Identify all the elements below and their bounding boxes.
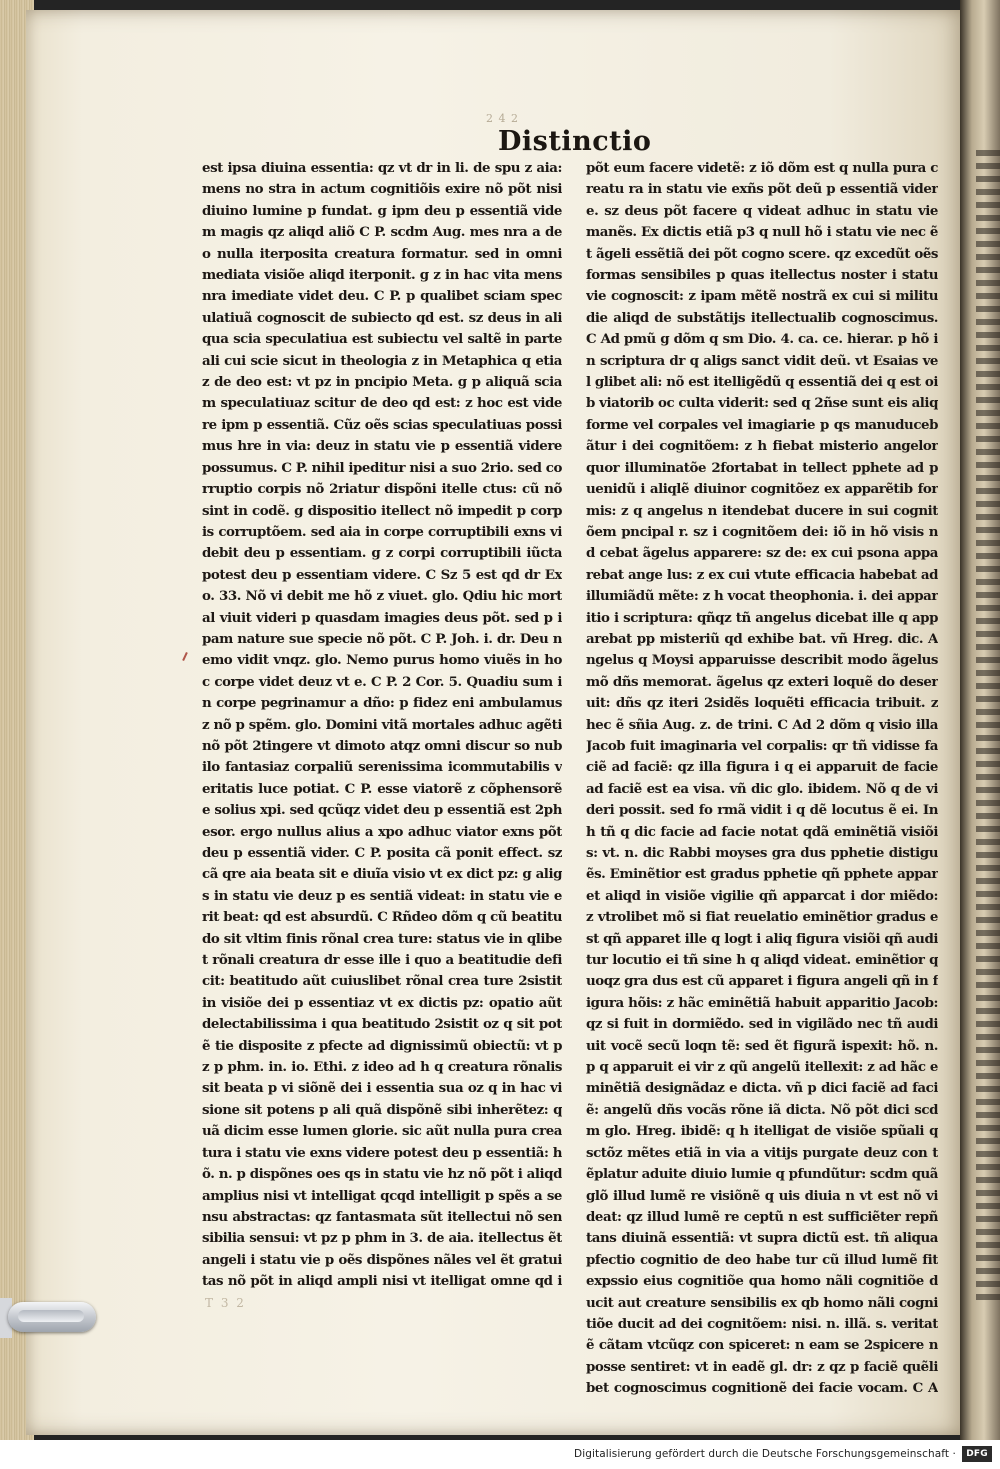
text-column-right: põt eum facere videtẽ: z iõ dõm est q nulla pura creatu ra in statu vie exñs põt deũ p essentiã videre. sz deus põt facere q videat adhuc in statu vie manẽs. Ex dictis etiã p3 q null hõ i statu vie nec ẽt ãgeli essẽtiã dei põt cogno scere. qz excedũt oẽs formas sensibiles p quas itellectus noster i statu vie cognoscit: z ipam mẽtẽ nostrã ex cui si militudie aliqd de substãtijs itellectualib cognoscimus. C Ad pmũ g dõm q sm Dio. 4. ca. ce. hierar. p hõ in scriptura dr q aligs sanct vidit deũ. vt Esaias vel glibet ali: nõ est itelligẽdũ q essentiã dei q est oib viatorib oc culta viderit: sed q 2ñse sunt eis aliq forme vel corpales vel imagiarie p qs manuducebãtur i dei cognitõem: z h fiebat misterio angelor quor illuminatõe 2fortabat in tellect pphete ad puenidũ i aliqlẽ diuinor cognitõez ex apparẽtib formis: z q angelus n itendebat ducere in sui cognitõem pncipal r. sz i cognitõem dei: iõ in hõ visis n d cebat ãgelus apparere: sz de: ex cui psona apparebat ange lus: z ex cui vtute efficacia habebat ad illumiãdũ mẽte: z h vocat theophonia. i. dei apparitio i scriptura: qñqz tñ angelus dicebat ille q apparebat pp misteriũ qd exhibe bat. vñ Hreg. dic. Angelus q Moysi apparuisse describit modo ãgelus mõ dñs memorat. ãgelus qz exteri loquẽ do deseruit: dñs qz iteri 2sidẽs loquẽti efficacia tribuit. z hec ẽ sñia Aug. z. de trini. C Ad 2 dõm q visio illa Jacob fuit imaginaria vel corpalis: qr tñ vidisse faciẽ ad faciẽ: qz illa figura i q ei apparuit de facie ad faciẽ est ea visa. vñ dic glo. ibidem. Nõ q de videri possit. sed fo rmã vidit i q dẽ locutus ẽ ei. In h tñ q dic facie ad facie notat qdã eminẽtiã visiõis: vt. n. dic Rabbi moyses gra dus pphetie distiguẽs. Eminẽtior est gradus pphetie qñ pphete apparet aliqd in visiõe vigilie qñ apparcat i dor miẽdo: z vtrolibet mõ si fiat reuelatio eminẽtior gradus est qñ apparet ille q logt i aliq figura visiõi qñ auditur locutio ei tñ sine h q aliqd videat. eminẽtior quoqz gra dus est cũ apparet i figura angeli qñ in figura hõis: z hãc eminẽtiã habuit apparitio Jacob: qz si fuit in dormiẽdo. sed in vigilãdo nec tñ audiuit vocẽ secũ loqn tẽ: sed ẽt figurã ispexit: hõ. n. p q apparuit ei vir z qũ angelũ itellexit: z ad hãc eminẽtiã designãdaz e dicta. vñ p dici faciẽ ad faciẽ: angelũ dñs vocãs rõne iã dicta. Nõ põt dici scdm glo. Hreg. ibidẽ: q h itelligat de visiõe spũali q sctõz mẽtes etiã in via a vitijs purgate deuz con tẽplatur aduite diuio lumie q pfundũtur: scdm quã glõ illud lumẽ re visiõnẽ q uis diuia n vt est nõ videat: qz illud lumẽ re ceptũ n est sufficiẽter repñtans diuinã essentiã: vt supra dictũ est. tñ aliqua pfectio cognitio de deo habe tur cũ illud lumẽ fit expssio eius cognitiõe qua homo nãli cognitiõe ducit aut creature sensibilis ex qb homo nãli cognitiõe ducit ad dei cognitõem: nisi. n. illã. s. veritatẽ cãtam vtcũqz con spiceret: n eam se 2spicere n posse sentiret: vt in eadẽ gl. dr: z qz p faciẽ quẽlibet cognoscimus cognitionẽ dei facie vocam. C A: [586, 160, 938, 1397]
clip-highlight: [18, 1310, 84, 1322]
page-clip: [0, 1298, 100, 1338]
footer-bar: [0, 1440, 1000, 1469]
page-mark: 2 4 2: [486, 112, 519, 125]
footer-credit-text: Digitalisierung gefördert durch die Deutsche Forschungsgemeinschaft ·: [574, 1448, 956, 1460]
dfg-logo-icon: DFG: [962, 1446, 992, 1462]
folio-mark: T 3 2: [205, 1296, 246, 1310]
facing-page-text-fragment: [976, 150, 1000, 1300]
page-heading: Distinctio: [498, 126, 652, 157]
text-column-left: est ipsa diuina essentia: qz vt dr in li. de spu z aia: mens no stra in actum cognitiõis exire nõ põt nisi diuino lumine p fundat. g ipm deu p essentiã videm magis qz aliqd aliõ C P. scdm Aug. mes nra a deo nulla iterposita creatura formatur. sed in omni mediata visiõe aliqd iterponit. g z in hac vita mens nra imediate videt deu. C P. p qualibet sciam speculatiuã cognoscit de subiecto qd est. sz deus in aliqua scia speculatiua est subiectu vel saltẽ in parte ali cui scie sicut in theologia z in Metaphica q etiaz de deo est: vt pz in pncipio Meta. g p aliquã sciam speculatiuaz scitur de deo qd est: z hoc est videre ipm p essentiã. Cũz oẽs scias speculatiuas possimus hre in via: deuz in statu vie p essentiã videre possumus. C P. nihil ipeditur nisi a suo 2rio. sed corruptio corpis nõ 2riatur dispõni itelle ctus: cũ nõ sint in codẽ. g dispositio itellect nõ impedit p corpis corruptõem. sed aia in corpe corruptibili exns vi debit deu p essentiam. g z corpi corruptibili iũcta potest deu p essentiam videre. C Sz 5 est qd dr Exo. 33. Nõ vi debit me hõ z viuet. glo. Qdiu hic mortal viuit videri p quasdam imagies deus põt. sed p ipam nature sue specie nõ põt. C P. Joh. i. dr. Deu nemo vidit vnqz. glo. Nemo purus homo viuẽs in hoc corpe videt deuz vt e. C P. 2 Cor. 5. Quadiu sum in corpe pegrinamur a dño: p fidez eni ambulamus z nõ p spẽm. glo. Domini vitã mortales adhuc agẽti nõ põt 2tingere vt dimoto atqz omni discur so nubilo fantasiaz corpaliũ serenissima icommutabilis veritatis luce potiat. C P. esse viatorẽ z cõphensorẽ e solius xpi. sed qcũqz videt deu p essentiã est 2phesor. ergo nullus alius a xpo adhuc viator exns põt deu p essentiã vider. C P. posita cã ponit effect. sz cã qre aia beata sit e diuĩa visio vt ex dict pz: g aligs in statu vie deuz p es sentiã videat: in statu vie erit beat: qd est absurdũ. C Rñdeo dõm q cũ beatitudo sit vltim finis rõnal crea ture: status vie in qlibet rõnali creatura dr esse ille i quo a beatitudie deficit: beatitudo aũt cuiuslibet rõnal crea ture 2sistit in visiõe dei p essentiaz vt ex dictis pz: opatio aũt delectabilissima i qua beatitudo 2sistit oz q sit potẽ tie disposite z pfecte ad dignissimũ obiectũ: vt pz p phm. in. io. Ethi. z ideo ad h q creatura rõnalis sit beata p vi siõnẽ dei i essentia sua oz q in hac visione sit potens p ali quã dispõnẽ sibi inherẽtez: quã dicim esse lumen glorie. sic aũt nulla pura creatura i statu vie exns videre potest deu p essentiã: hõ. n. p dispõnes oes qs in statu vie hz nõ põt i aliqd amplius nisi vt intelligat qcqd intelligit p spẽs a sensu abstractas: qz fantasmata sũt itellectui nõ sen sibilia sensui: vt pz p phm in 3. de aia. itellectus ẽt angeli i statu vie p oẽs dispõnes nãles vel ẽt gratuitas nõ põt in aliqd ampli nisi vt itelligat omne qd i: [202, 160, 562, 1290]
